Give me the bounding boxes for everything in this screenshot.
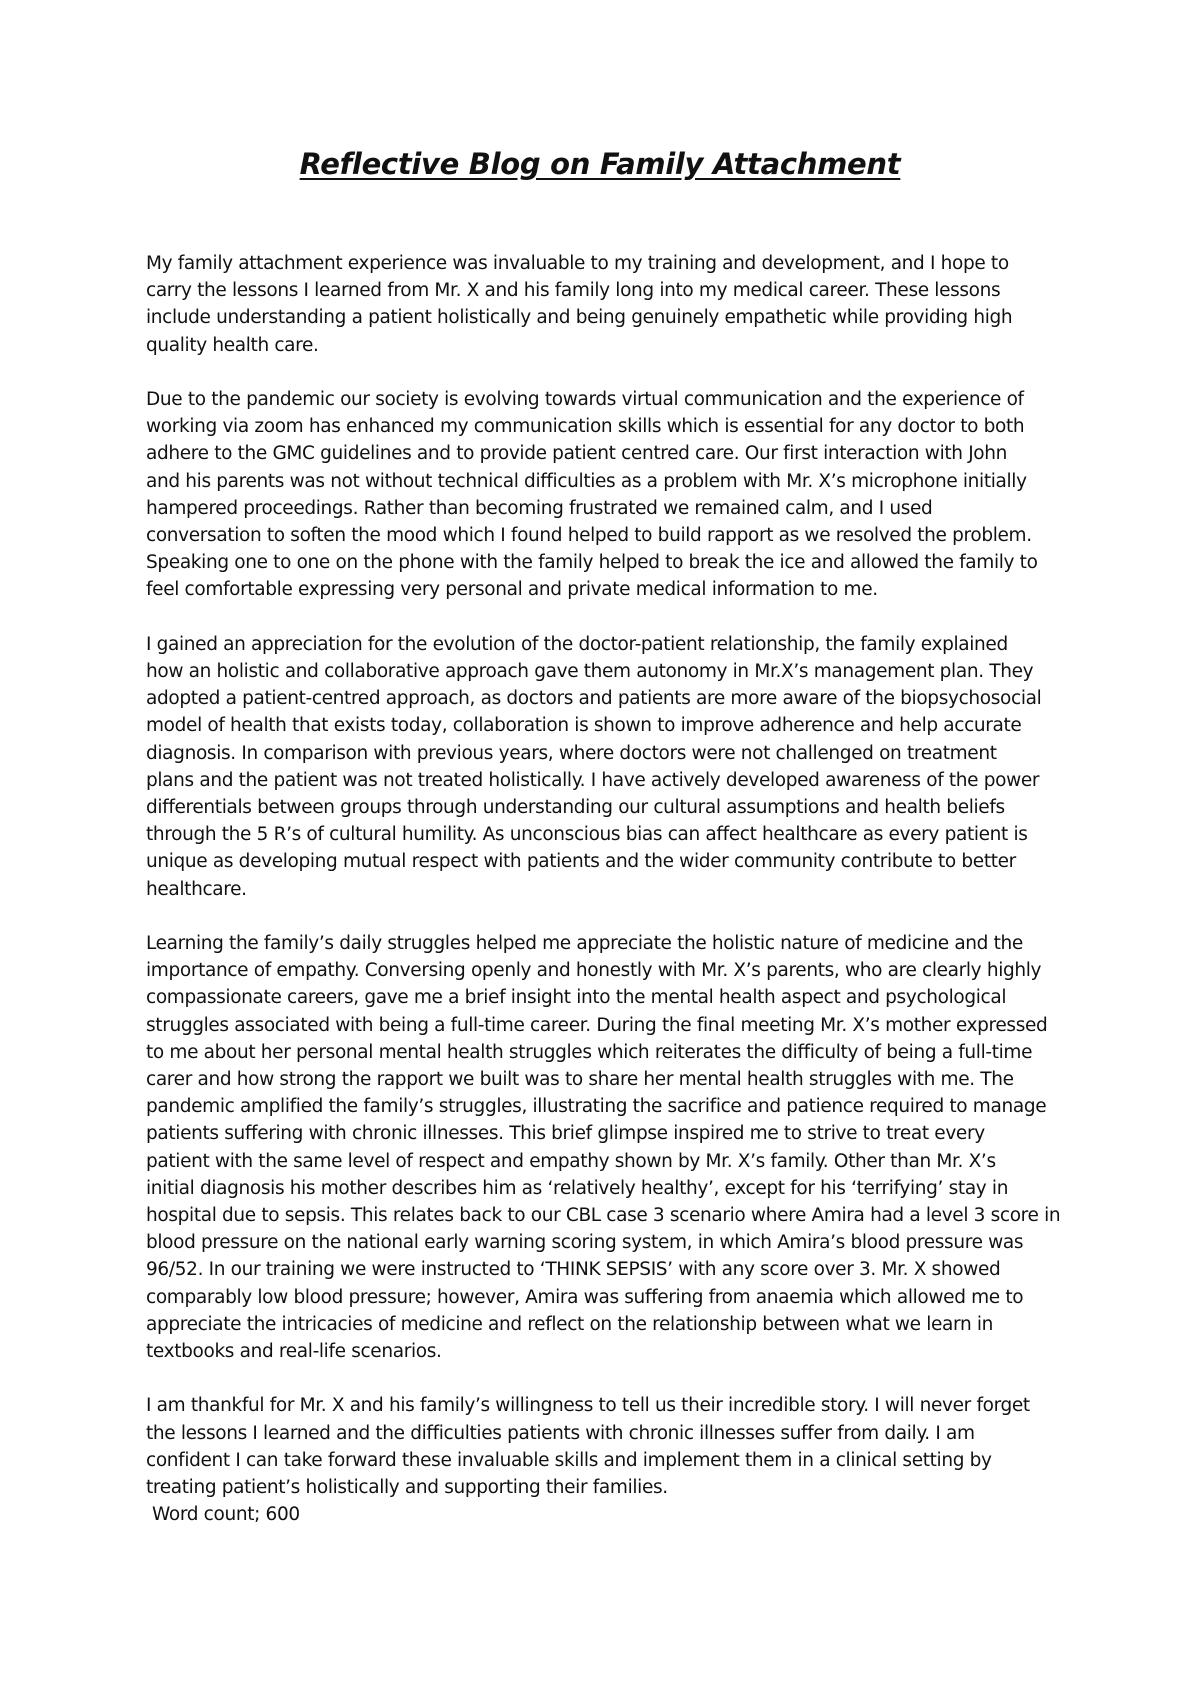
paragraph-line: and his parents was not without technical difficulties as a problem with Mr. X’s microphone initially [146, 470, 1027, 492]
paragraph-line: comparably low blood pressure; however, Amira was suffering from anaemia which allowed me to [146, 1286, 1024, 1308]
paragraph [146, 1392, 1066, 1501]
paragraph-line: Learning the family’s daily struggles helped me appreciate the holistic nature of medicine and the [146, 933, 1023, 955]
paragraph-line: plans and the patient was not treated holistically. I have actively developed awareness of the power [146, 769, 1040, 791]
paragraph [146, 930, 1066, 1365]
paragraph [146, 250, 1066, 359]
paragraph-line: feel comfortable expressing very personal and private medical information to me. [146, 579, 878, 601]
paragraph-line: treating patient’s holistically and supporting their families. [146, 1477, 668, 1499]
paragraph-line: hospital due to sepsis. This relates back to our CBL case 3 scenario where Amira had a level 3 score in [146, 1205, 1061, 1227]
paragraph-line: to me about her personal mental health struggles which reiterates the difficulty of being a full-time [146, 1041, 1033, 1063]
paragraph-line: how an holistic and collaborative approach gave them autonomy in Mr.X’s management plan. They [146, 661, 1034, 683]
paragraph-line: appreciate the intricacies of medicine and reflect on the relationship between what we learn in [146, 1313, 994, 1335]
paragraph-line: blood pressure on the national early warning scoring system, in which Amira’s blood pressure was [146, 1232, 1024, 1254]
paragraph-line: conversation to soften the mood which I found helped to build rapport as we resolved the problem. [146, 525, 1032, 547]
paragraph-line: initial diagnosis his mother describes him as ‘relatively healthy’, except for his ‘terrifying’ stay in [146, 1177, 1009, 1199]
paragraph-line: adopted a patient-centred approach, as doctors and patients are more aware of the biopsychosocial [146, 688, 1042, 710]
paragraph-line: I am thankful for Mr. X and his family’s willingness to tell us their incredible story. I will never forget [146, 1395, 1030, 1417]
paragraph-line: importance of empathy. Conversing openly and honestly with Mr. X’s parents, who are clearly highly [146, 960, 1042, 982]
paragraph-line: working via zoom has enhanced my communication skills which is essential for any doctor to both [146, 416, 1025, 438]
word-count: Word count; 600 [152, 1504, 300, 1526]
paragraph-line: I gained an appreciation for the evolution of the doctor-patient relationship, the family explained [146, 633, 1008, 655]
paragraph-line: struggles associated with being a full-time career. During the final meeting Mr. X’s mother expressed [146, 1014, 1048, 1036]
paragraph-line: include understanding a patient holistically and being genuinely empathetic while providing high [146, 307, 1013, 329]
paragraph-line: carry the lessons I learned from Mr. X and his family long into my medical career. These lessons [146, 280, 1001, 302]
paragraph-line: hampered proceedings. Rather than becoming frustrated we remained calm, and I used [146, 497, 933, 519]
paragraph-line: unique as developing mutual respect with patients and the wider community contribute to better [146, 851, 1016, 873]
paragraph-line: 96/52. In our training we were instructed to ‘THINK SEPSIS’ with any score over 3. Mr. X showed [146, 1259, 1001, 1281]
paragraph-line: pandemic amplified the family’s struggles, illustrating the sacrifice and patience required to manage [146, 1096, 1047, 1118]
paragraph-line: quality health care. [146, 334, 319, 356]
paragraph [146, 631, 1066, 903]
paragraph-line: the lessons I learned and the difficulties patients with chronic illnesses suffer from daily. I am [146, 1422, 975, 1444]
paragraph-line: My family attachment experience was invaluable to my training and development, and I hope to [146, 253, 1009, 274]
document-body [146, 250, 1066, 1528]
paragraph-line: Speaking one to one on the phone with the family helped to break the ice and allowed the family to [146, 552, 1038, 574]
paragraph-line: textbooks and real-life scenarios. [146, 1341, 442, 1363]
paragraph-line: model of health that exists today, collaboration is shown to improve adherence and help accurate [146, 715, 1022, 737]
paragraph-line: Due to the pandemic our society is evolving towards virtual communication and the experience of [146, 389, 1024, 410]
paragraph-line: through the 5 R’s of cultural humility. As unconscious bias can affect healthcare as every patient is [146, 824, 1028, 846]
paragraph [146, 386, 1066, 604]
paragraph-line: differentials between groups through understanding our cultural assumptions and health beliefs [146, 797, 1005, 819]
paragraph-line: carer and how strong the rapport we built was to share her mental health struggles with me. The [146, 1069, 1014, 1091]
paragraph-line: healthcare. [146, 878, 247, 900]
document-title: Reflective Blog on Family Attachment [299, 147, 901, 181]
paragraph-line: adhere to the GMC guidelines and to provide patient centred care. Our first interaction with John [146, 443, 1008, 465]
paragraph-line: compassionate careers, gave me a brief insight into the mental health aspect and psychological [146, 987, 1007, 1009]
paragraph-line: diagnosis. In comparison with previous years, where doctors were not challenged on treatment [146, 742, 997, 764]
paragraph-line: patient with the same level of respect and empathy shown by Mr. X’s family. Other than Mr. X’s [146, 1150, 996, 1172]
paragraph-line: confident I can take forward these invaluable skills and implement them in a clinical setting by [146, 1449, 992, 1471]
paragraph-line: patients suffering with chronic illnesses. This brief glimpse inspired me to strive to treat every [146, 1123, 985, 1145]
